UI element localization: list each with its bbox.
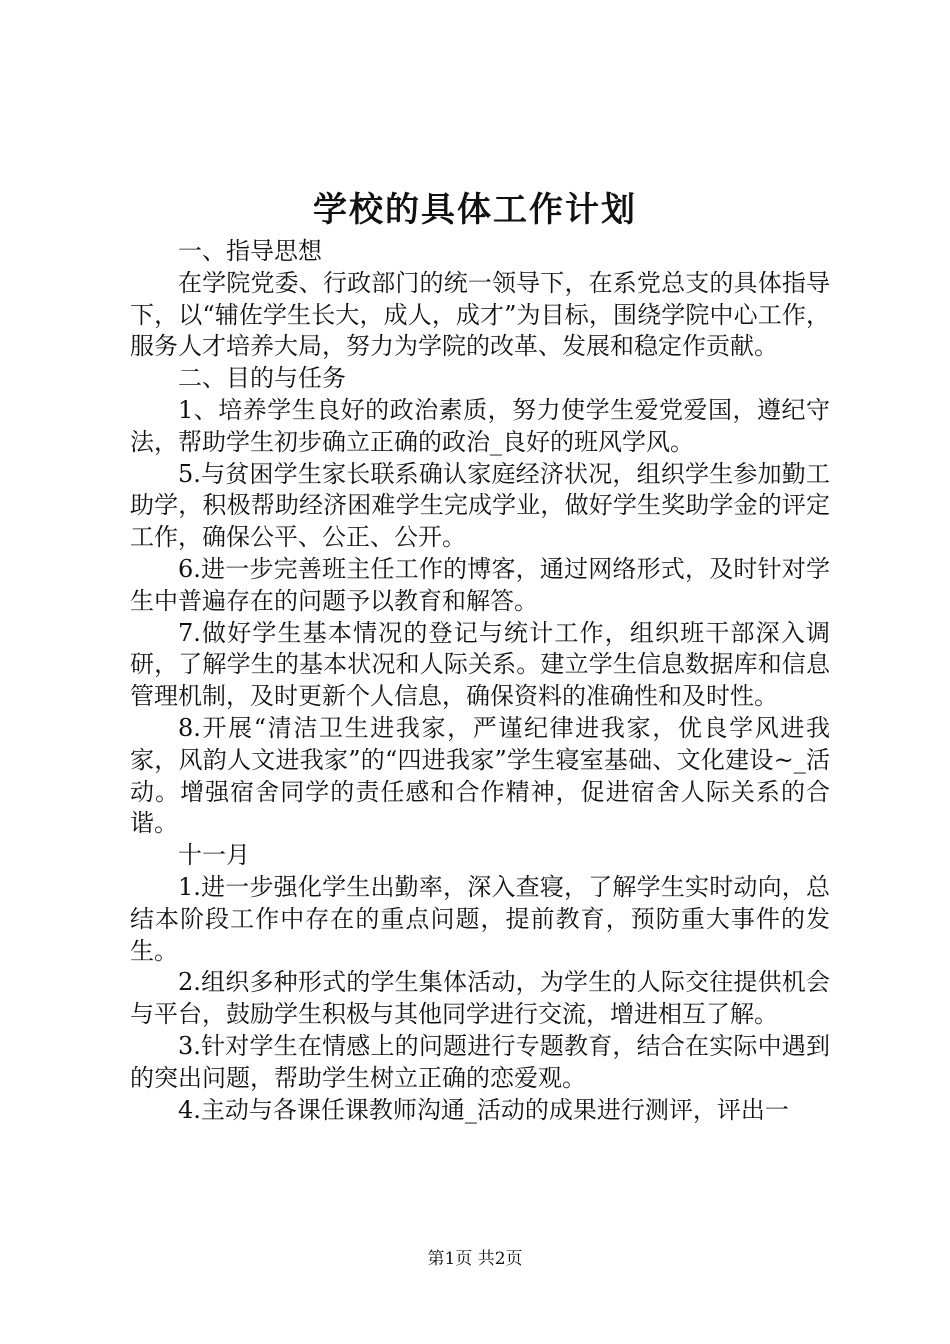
body-paragraph: 1、培养学生良好的政治素质，努力使学生爱党爱国，遵纪守法，帮助学生初步确立正确的政治_良好的班风学风。 — [130, 395, 830, 456]
body-paragraph: 7.做好学生基本情况的登记与统计工作，组织班干部深入调研，了解学生的基本状况和人际关系。建立学生信息数据库和信息管理机制，及时更新个人信息，确保资料的准确性和及时性。 — [130, 618, 830, 711]
body-paragraph: 2.组织多种形式的学生集体活动，为学生的人际交往提供机会与平台，鼓励学生积极与其他同学进行交流，增进相互了解。 — [130, 968, 830, 1029]
body-paragraph: 4.主动与各课任课教师沟通_活动的成果进行测评，评出一 — [178, 1095, 789, 1124]
body-paragraph: 6.进一步完善班主任工作的博客，通过网络形式，及时针对学生中普遍存在的问题予以教育和解答。 — [130, 554, 830, 615]
section-heading: 十一月 — [178, 841, 250, 870]
section-heading: 一、指导思想 — [178, 237, 322, 265]
body-paragraph: 1.进一步强化学生出勤率，深入查寝，了解学生实时动向，总结本阶段工作中存在的重点问题，提前教育，预防重大事件的发生。 — [130, 872, 830, 965]
body-paragraph: 3.针对学生在情感上的问题进行专题教育，结合在实际中遇到的突出问题，帮助学生树立正确的恋爱观。 — [130, 1031, 830, 1092]
body-paragraph: 在学院党委、行政部门的统一领导下，在系党总支的具体指导下，以“辅佐学生长大，成人，成才”为目标，围绕学院中心工作，服务人才培养大局，努力为学院的改革、发展和稳定作贡献。 — [130, 268, 830, 361]
document-body — [130, 236, 830, 1126]
body-paragraph: 8.开展“清洁卫生进我家，严谨纪律进我家，优良学风进我家，风韵人文进我家”的“四进我家”学生寝室基础、文化建设~_活动。增强宿舍同学的责任感和合作精神，促进宿舍人际关系的合谐。 — [130, 713, 830, 838]
section-heading: 二、目的与任务 — [178, 364, 346, 393]
page-number-footer: 第1页 共2页 — [427, 1249, 523, 1269]
body-paragraph: 5.与贫困学生家长联系确认家庭经济状况，组织学生参加勤工助学，积极帮助经济困难学生完成学业，做好学生奖助学金的评定工作，确保公平、公正、公开。 — [130, 459, 830, 552]
document-title: 学校的具体工作计划 — [313, 190, 637, 230]
